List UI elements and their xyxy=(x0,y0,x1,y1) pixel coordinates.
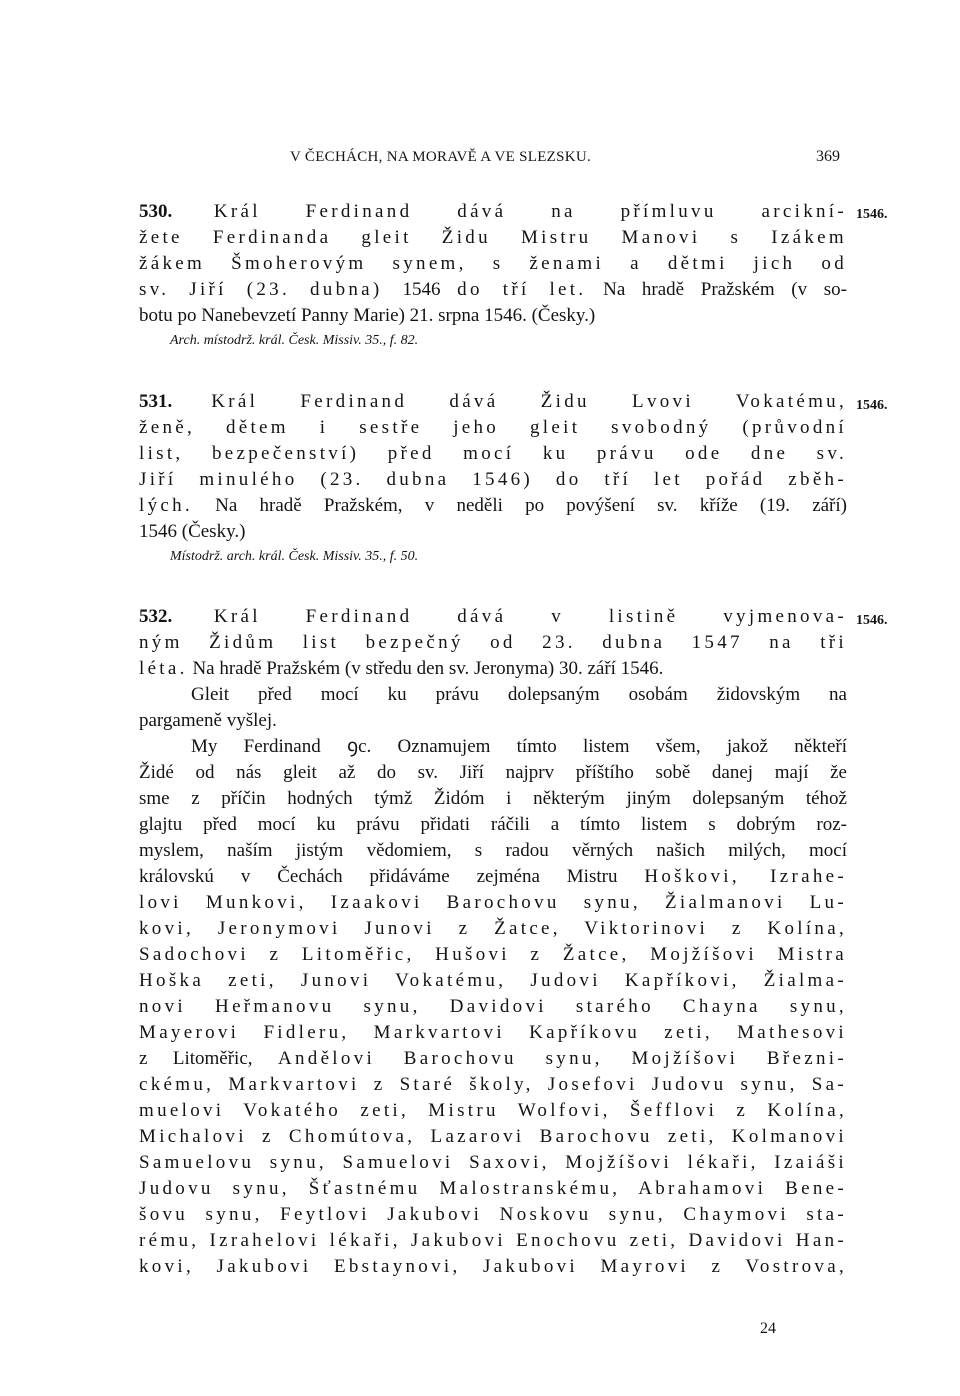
text-line xyxy=(139,1124,847,1150)
entry-531 xyxy=(139,389,847,569)
margin-date-530: 1546. xyxy=(856,207,888,222)
spaced-text: lých. xyxy=(139,495,193,516)
text-line xyxy=(139,916,847,942)
text-line xyxy=(139,734,847,760)
text-line xyxy=(139,441,847,467)
text-line xyxy=(139,890,847,916)
running-head: V ČECHÁCH, NA MORAVĚ A VE SLEZSKU. xyxy=(290,149,592,165)
text-span: Na hradě Pražském, v neděli po povýšení sv. kříže (19. září) xyxy=(192,495,847,516)
spaced-text: lovi Munkovi, Izaakovi Barochovu synu, Žialmanovi Lu- xyxy=(139,892,847,913)
entry-number: 531. xyxy=(139,391,173,412)
text-line xyxy=(139,1150,847,1176)
text-span xyxy=(172,391,211,412)
margin-date-531: 1546. xyxy=(856,398,888,413)
text-span: botu po Nanebevzetí Panny Marie) 21. srpna 1546. (Česky.) xyxy=(139,305,596,326)
entry-532 xyxy=(139,604,847,1280)
page-number: 369 xyxy=(816,148,840,165)
spaced-text: kovi, Jakubovi Ebstaynovi, Jakubovi Mayrovi z Vostrova, xyxy=(139,1256,847,1277)
text-line xyxy=(139,493,847,519)
spaced-text: Král Ferdinand dává v listině vyjmenova- xyxy=(213,606,848,627)
spaced-text: sv. Jiří (23. xyxy=(139,279,310,300)
spaced-text: Michalovi z Chomútova, Lazarovi Barochovu zeti, Kolmanovi xyxy=(139,1126,847,1147)
spaced-text: dubna) xyxy=(309,279,403,300)
text-line xyxy=(139,838,847,864)
text-span: myslem, naším jistým vědomiem, s radou věrných našich milých, mocí xyxy=(139,840,847,861)
source-citation: Arch. místodrž. král. Česk. Missiv. 35., f. 82. xyxy=(170,333,419,348)
text-line xyxy=(139,760,847,786)
text-span: My Ferdinand ꝯc. Oznamujem tímto listem všem, jakož někteří xyxy=(191,736,847,757)
spaced-text: Andělovi Barochovu synu, Mojžíšovi Březni- xyxy=(277,1048,847,1069)
spaced-text: léta. xyxy=(139,658,188,679)
entry-number: 532. xyxy=(139,606,173,627)
text-line xyxy=(139,968,847,994)
text-line xyxy=(139,1228,847,1254)
text-line xyxy=(139,682,847,708)
text-line xyxy=(139,864,847,890)
text-line xyxy=(139,630,847,656)
text-span: 1546 xyxy=(402,279,458,300)
text-line xyxy=(139,467,847,493)
text-line xyxy=(139,1176,847,1202)
text-span: pargameně vyšlej. xyxy=(139,710,277,731)
source-citation: Místodrž. arch. král. Česk. Missiv. 35., f. 50. xyxy=(170,549,419,564)
text-span: královskú v Čechách přidáváme zejména Mistru xyxy=(139,866,645,887)
text-line xyxy=(139,277,847,303)
text-span xyxy=(172,201,214,222)
spaced-text: Samuelovu synu, Samuelovi Saxovi, Mojžíšovi lékaři, Izaiáši xyxy=(139,1152,847,1173)
text-span: sme z příčin hodných týmž Židóm i některým jiným dolepsaným téhož xyxy=(139,788,847,809)
spaced-text: novi Heřmanovu synu, Davidovi starého Chayna synu, xyxy=(139,996,847,1017)
text-line xyxy=(139,1254,847,1280)
text-line xyxy=(139,786,847,812)
margin-date-532: 1546. xyxy=(856,613,888,628)
text-line xyxy=(139,251,847,277)
entry-number: 530. xyxy=(139,201,173,222)
text-line xyxy=(139,225,847,251)
spaced-text: ckému, Markvartovi z Staré školy, Josefovi Judovu synu, Sa- xyxy=(139,1074,847,1095)
spaced-text: Jiří minulého (23. dubna 1546) do tří let pořád zběh- xyxy=(139,469,847,490)
text-line xyxy=(139,199,847,225)
text-line xyxy=(139,1020,847,1046)
text-span: Gleit před mocí ku právu dolepsaným osobám židovským na xyxy=(191,684,847,705)
text-span: Na hradě Pražském (v so- xyxy=(586,279,848,300)
spaced-text: ným Židům list bezpečný od 23. dubna 1547 na tři xyxy=(139,632,847,653)
text-line xyxy=(139,415,847,441)
text-line xyxy=(139,389,847,415)
text-line xyxy=(139,708,847,734)
spaced-text: šovu synu, Feytlovi Jakubovi Noskovu synu, Chaymovi sta- xyxy=(139,1204,847,1225)
text-span: Židé od nás gleit až do sv. Jiří najprv příštího sobě danej mají že xyxy=(139,762,847,783)
text-span: z Litoměřic, xyxy=(139,1048,278,1069)
text-line xyxy=(139,994,847,1020)
text-line xyxy=(139,604,847,630)
spaced-text: Král Ferdinand dává na přímluvu arcikní- xyxy=(213,201,848,222)
text-line xyxy=(139,1098,847,1124)
text-span xyxy=(172,606,214,627)
spaced-text: Hoška zeti, Junovi Vokatému, Judovi Kapříkovi, Žialma- xyxy=(139,970,847,991)
spaced-text: Judovu synu, Šťastnému Malostranskému, Abrahamovi Bene- xyxy=(139,1178,847,1199)
spaced-text: Mayerovi Fidleru, Markvartovi Kapříkovu zeti, Mathesovi xyxy=(139,1022,847,1043)
text-line xyxy=(139,1202,847,1228)
text-span: Na hradě Pražském (v středu den sv. Jeronyma) 30. září 1546. xyxy=(187,658,664,679)
text-line xyxy=(139,656,847,682)
spaced-text: do tří let. xyxy=(457,279,587,300)
text-line xyxy=(139,942,847,968)
text-span: glajtu před mocí ku právu přidati ráčili a tímto listem s dobrým roz- xyxy=(139,814,847,835)
spaced-text: žákem Šmoherovým synem, s ženami a dětmi jich od xyxy=(139,253,847,274)
signature-mark: 24 xyxy=(760,1320,776,1337)
spaced-text: ženě, dětem i sestře jeho gleit svobodný (průvodní xyxy=(139,417,847,438)
text-line xyxy=(139,812,847,838)
spaced-text: Sadochovi z Litoměřic, Hušovi z Žatce, Mojžíšovi Mistra xyxy=(139,944,847,965)
text-line xyxy=(139,1072,847,1098)
text-span: 1546 (Česky.) xyxy=(139,521,246,542)
spaced-text: žete Ferdinanda gleit Židu Mistru Manovi s Izákem xyxy=(139,227,847,248)
spaced-text: Král Ferdinand dává Židu Lvovi Vokatému, xyxy=(211,391,847,412)
spaced-text: rému, Izrahelovi lékaři, Jakubovi Enochovu zeti, Davidovi Han- xyxy=(139,1230,847,1251)
spaced-text: list, bezpečenství) před mocí ku právu ode dne sv. xyxy=(139,443,847,464)
spaced-text: kovi, Jeronymovi Junovi z Žatce, Viktorinovi z Kolína, xyxy=(139,918,847,939)
text-line xyxy=(139,519,847,545)
text-line xyxy=(139,1046,847,1072)
spaced-text: Hoškovi, Izrahe- xyxy=(644,866,847,887)
spaced-text: muelovi Vokatého zeti, Mistru Wolfovi, Šefflovi z Kolína, xyxy=(139,1100,847,1121)
text-line xyxy=(139,303,847,329)
entry-530 xyxy=(139,199,847,353)
